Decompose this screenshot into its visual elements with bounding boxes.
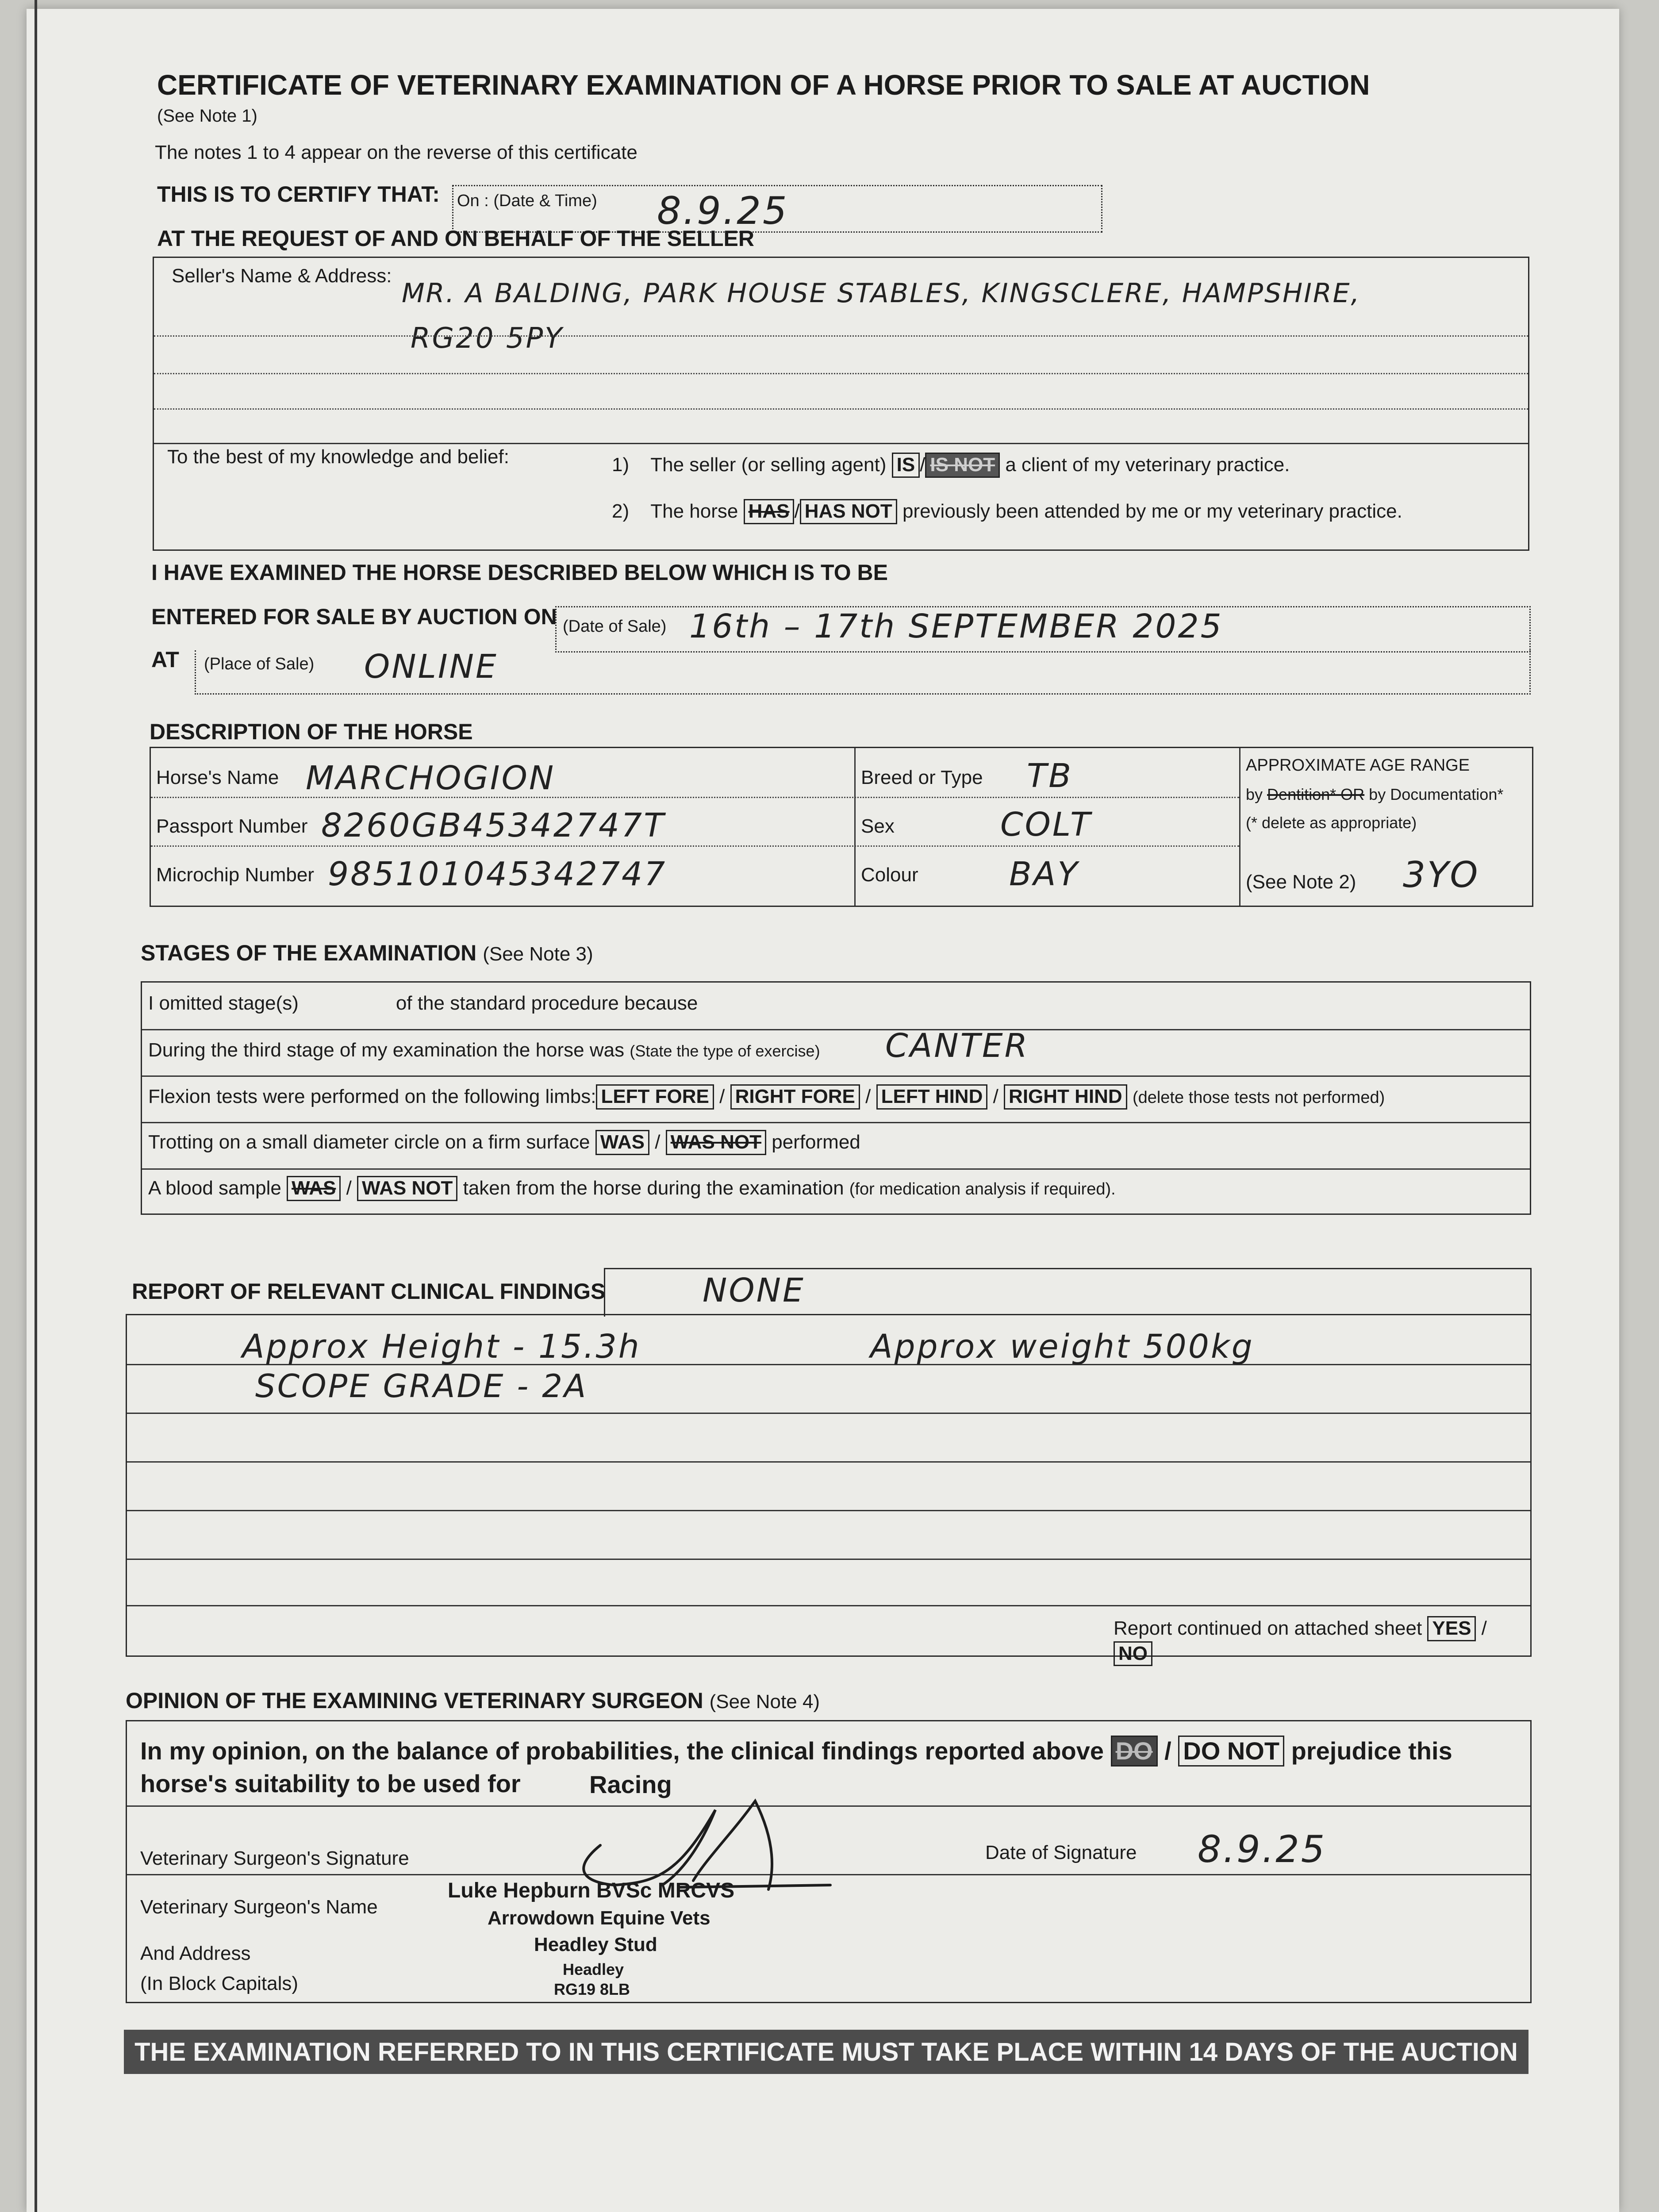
is-option[interactable]: IS (892, 453, 920, 478)
seller-label: Seller's Name & Address: (172, 265, 392, 287)
opinion-statement: In my opinion, on the balance of probabilities, the clinical findings reported above DO / DO NOT prejudice this (140, 1736, 1452, 1767)
has-option[interactable]: HAS (744, 499, 795, 524)
left-hind-option[interactable]: LEFT HIND (876, 1084, 988, 1110)
intended-use: Racing (589, 1770, 672, 1798)
signature-label: Veterinary Surgeon's Signature (140, 1847, 409, 1869)
omitted-stage-row: I omitted stage(s) of the standard procedure because (148, 992, 698, 1014)
seller-address-line1: MR. A BALDING, PARK HOUSE STABLES, KINGSCLERE, HAMPSHIRE, (402, 278, 1361, 309)
knowledge-label: To the best of my knowledge and belief: (167, 446, 509, 468)
surgeon-name-label: Veterinary Surgeon's Name (140, 1896, 378, 1918)
see-note-1: (See Note 1) (157, 106, 257, 126)
report-summary-field (604, 1268, 1532, 1317)
notes-line: The notes 1 to 4 appear on the reverse of this certificate (155, 142, 637, 163)
continued-no-option[interactable]: NO (1114, 1641, 1152, 1667)
page-title: CERTIFICATE OF VETERINARY EXAMINATION OF A HORSE PRIOR TO SALE AT AUCTION (157, 69, 1370, 101)
request-label: AT THE REQUEST OF AND ON BEHALF OF THE SELLER (157, 226, 754, 251)
left-fore-option[interactable]: LEFT FORE (596, 1084, 714, 1110)
description-heading: DESCRIPTION OF THE HORSE (150, 719, 473, 744)
exam-date-value: 8.9.25 (657, 189, 789, 233)
right-fore-option[interactable]: RIGHT FORE (730, 1084, 860, 1110)
third-stage-row: During the third stage of my examination the horse was (State the type of exercise) (148, 1039, 820, 1061)
right-hind-option[interactable]: RIGHT HIND (1004, 1084, 1127, 1110)
is-not-option[interactable]: IS NOT (925, 453, 1000, 478)
report-line-2: SCOPE GRADE - 2A (255, 1367, 588, 1405)
sex-value: COLT (1000, 806, 1092, 844)
footer-banner: THE EXAMINATION REFERRED TO IN THIS CERTIFICATE MUST TAKE PLACE WITHIN 14 DAYS OF THE AUCTION (124, 2030, 1528, 2074)
trot-was-not-option[interactable]: WAS NOT (666, 1130, 766, 1155)
stamp-town: Headley (563, 1960, 624, 1978)
opinion-suitability: horse's suitability to be used for (140, 1770, 521, 1797)
examined-label: I HAVE EXAMINED THE HORSE DESCRIBED BELOW WHICH IS TO BE (151, 560, 888, 585)
report-summary-value: NONE (703, 1271, 805, 1310)
stages-table (141, 981, 1531, 1215)
continued-yes-option[interactable]: YES (1427, 1616, 1476, 1641)
address-label-1: And Address (140, 1943, 251, 1964)
flexion-row: Flexion tests were performed on the following limbs: LEFT FORE / RIGHT FORE / LEFT HIND / RIGHT HIND (delete those tests not performed) (148, 1084, 1385, 1110)
third-stage-value: CANTER (885, 1027, 1029, 1065)
report-line-1a: Approx Height - 15.3h (242, 1328, 641, 1366)
seller-section (153, 257, 1529, 551)
horse-name-value: MARCHOGION (306, 759, 556, 797)
passport-value: 8260GB45342747T (321, 806, 666, 845)
age-method: by Dentition* OR by Documentation* (1246, 785, 1504, 803)
age-delete-note: (* delete as appropriate) (1246, 814, 1417, 832)
report-heading: REPORT OF RELEVANT CLINICAL FINDINGS (132, 1279, 606, 1304)
passport-label: Passport Number (156, 815, 308, 837)
stamp-stud: Headley Stud (534, 1934, 657, 1955)
age-see-note: (See Note 2) (1246, 871, 1356, 893)
colour-label: Colour (861, 864, 918, 886)
sale-date-field (555, 606, 1531, 653)
sale-place-field (195, 650, 1531, 695)
trot-was-option[interactable]: WAS (595, 1130, 649, 1155)
stages-heading: STAGES OF THE EXAMINATION (See Note 3) (141, 941, 593, 965)
do-option[interactable]: DO (1111, 1736, 1158, 1767)
exam-date-label: On : (Date & Time) (457, 192, 597, 210)
address-label-2: (In Block Capitals) (140, 1973, 299, 1994)
entered-label: ENTERED FOR SALE BY AUCTION ON (151, 604, 557, 629)
horse-name-label: Horse's Name (156, 767, 279, 788)
sale-date-label: (Date of Sale) (563, 617, 667, 636)
has-not-option[interactable]: HAS NOT (800, 499, 897, 524)
at-label: AT (151, 647, 179, 672)
opinion-section (126, 1720, 1532, 2003)
surgeon-signature (547, 1792, 945, 1894)
page-edge (35, 0, 37, 2212)
description-table (150, 747, 1533, 907)
signature-date-label: Date of Signature (985, 1842, 1137, 1863)
report-findings-box (126, 1314, 1532, 1664)
sale-place-label: (Place of Sale) (204, 655, 315, 673)
signature-date-value: 8.9.25 (1198, 1828, 1327, 1871)
seller-address-line2: RG20 5PY (411, 322, 564, 355)
sale-date-value: 16th – 17th SEPTEMBER 2025 (689, 607, 1223, 645)
colour-value: BAY (1009, 855, 1079, 893)
blood-was-option[interactable]: WAS (287, 1176, 341, 1201)
do-not-option[interactable]: DO NOT (1178, 1736, 1284, 1767)
age-heading: APPROXIMATE AGE RANGE (1246, 756, 1470, 775)
stamp-name: Luke Hepburn BVSc MRCVS (448, 1879, 735, 1902)
sex-label: Sex (861, 815, 895, 837)
certify-label: THIS IS TO CERTIFY THAT: (157, 182, 440, 207)
microchip-value: 985101045342747 (328, 855, 667, 893)
age-value: 3YO (1403, 854, 1480, 895)
breed-value: TB (1027, 757, 1073, 795)
sale-place-value: ONLINE (364, 648, 498, 686)
statement-1: 1) The seller (or selling agent) IS / IS NOT a client of my veterinary practice. (612, 453, 1290, 478)
trotting-row: Trotting on a small diameter circle on a firm surface WAS / WAS NOT performed (148, 1130, 860, 1155)
microchip-label: Microchip Number (156, 864, 314, 886)
report-continued: Report continued on attached sheet YES / NO (1114, 1616, 1530, 1666)
stamp-practice: Arrowdown Equine Vets (488, 1907, 710, 1929)
stamp-postcode: RG19 8LB (554, 1980, 630, 1998)
statement-2: 2) The horse HAS / HAS NOT previously been attended by me or my veterinary practice. (612, 499, 1402, 524)
blood-was-not-option[interactable]: WAS NOT (357, 1176, 457, 1201)
breed-label: Breed or Type (861, 767, 983, 788)
opinion-heading: OPINION OF THE EXAMINING VETERINARY SURGEON (See Note 4) (126, 1688, 820, 1713)
blood-row: A blood sample WAS / WAS NOT taken from the horse during the examination (for medication analysis if required). (148, 1176, 1116, 1201)
report-line-1b: Approx weight 500kg (870, 1328, 1254, 1366)
